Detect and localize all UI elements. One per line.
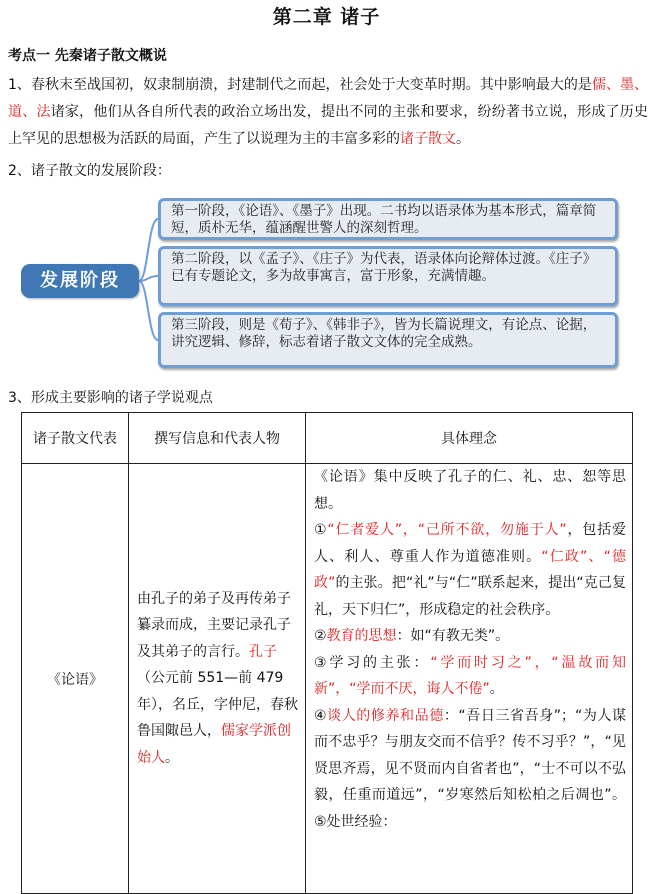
table-heading: 3、形成主要影响的诸子学说观点 [8,390,213,406]
page-title: 第二章 诸子 [272,6,381,28]
header-rep: 诸子散文代表 [22,413,129,464]
idea-1-quote: “仁者爱人”，“己所不欲，勿施于人” [327,522,567,538]
idea-4-label: 谈人的修养和品德 [327,707,444,724]
confucius-name: 孔子 [249,643,277,660]
idea-2-label: 教育的思想 [326,628,397,644]
header-info: 撰写信息和代表人物 [129,413,306,464]
idea-3 [314,650,626,703]
zhuzi-table [21,412,633,894]
idea-4 [314,703,626,836]
section-heading: 考点一 先秦诸子散文概说 [8,48,167,64]
idea-4-text: ：“吾日三省吾身”；“为人谋而不忠乎？与朋友交而不信乎？传不习乎？”，“见贤思齐焉，见不贤而内自省者也”，“士不可以不弘毅，任重而道远”，“岁寒然后知松柏之后凋也”。⑤处世经验： [314,707,626,830]
stage-box-2: 第二阶段，以《孟子》、《庄子》为代表，语录体向论辩体过渡。《庄子》已有专题论文，多为故事寓言，富于形象，充满情趣。 [158,246,618,306]
idea-1-renzheng: “仁政”、“德政” [314,548,626,591]
header-idea: 具体理念 [306,413,633,464]
connector-stage1 [139,219,158,281]
idea-4-num: ④ [314,707,328,724]
stage-box-1: 第一阶段，《论语》、《墨子》出现。二书均以语录体为基本形式，篇章简短，质朴无华，蕴涵醒世警人的深刻哲理。 [158,198,618,240]
intro-end-text: 。 [456,131,470,147]
idea-1-num: ① [314,522,328,538]
intro-mid-text: 诸家，他们从各自所代表的政治立场出发，提出不同的主张和要求，纷纷著书立说，形成了历史上罕见的思想极为活跃的局面，产生了以说理为主的丰富多彩的 [8,104,649,147]
zhuzi-sanwen-highlight: 诸子散文 [400,131,456,147]
stage-box-3: 第三阶段，则是《荀子》、《韩非子》，皆为长篇说理文，有论点、论据，讲究逻辑、修辞，标志着诸子散文文体的完全成熟。 [158,312,618,368]
idea-2 [314,623,626,650]
schools-highlight: 儒、墨、道、法 [8,77,649,120]
intro-lead-text: 1、春秋末至战国初，奴隶制崩溃，封建制代之而起，社会处于大变革时期。其中影响最大的是 [8,77,592,93]
info-cell [129,464,306,894]
table-header-row [22,413,633,464]
mindmap-center-node: 发展阶段 [21,264,139,298]
idea-1-text: ，包括爱人、利人、尊重人作为道德准则。 [314,522,626,565]
idea-1 [314,517,626,623]
idea-1-text2: 的主张。把“礼”与“仁”联系起来，提出“克己复礼，天下归仁”，形成稳定的社会秩序。 [314,575,626,618]
idea-3-end: 。 [489,681,504,697]
idea-2-num: ② [314,628,327,644]
idea-3-quotes: “学而时习之”，“温故而知新”，“学而不厌，诲人不倦” [314,654,626,697]
table-row [22,464,633,894]
connector-stage3 [139,281,158,340]
idea-cell [306,464,633,894]
stages-heading: 2、诸子散文的发展阶段： [8,163,171,179]
info-text-1: 由孔子的弟子及再传弟子纂录而成，主要记录孔子及其弟子的言行。 [137,590,291,660]
info-text-2: （公元前 551—前 479 年），名丘，字仲尼，春秋鲁国陬邑人， [137,670,298,740]
idea-2-text: ：如“有教无类”。 [396,628,510,644]
idea-intro: 《论语》集中反映了孔子的仁、礼、忠、恕等思想。 [314,469,626,512]
school-founder: 儒家学派创始人 [137,723,291,766]
idea-3-text: ③学习的主张： [314,654,431,671]
info-text-3: 。 [165,749,179,766]
rep-cell: 《论语》 [22,464,129,894]
